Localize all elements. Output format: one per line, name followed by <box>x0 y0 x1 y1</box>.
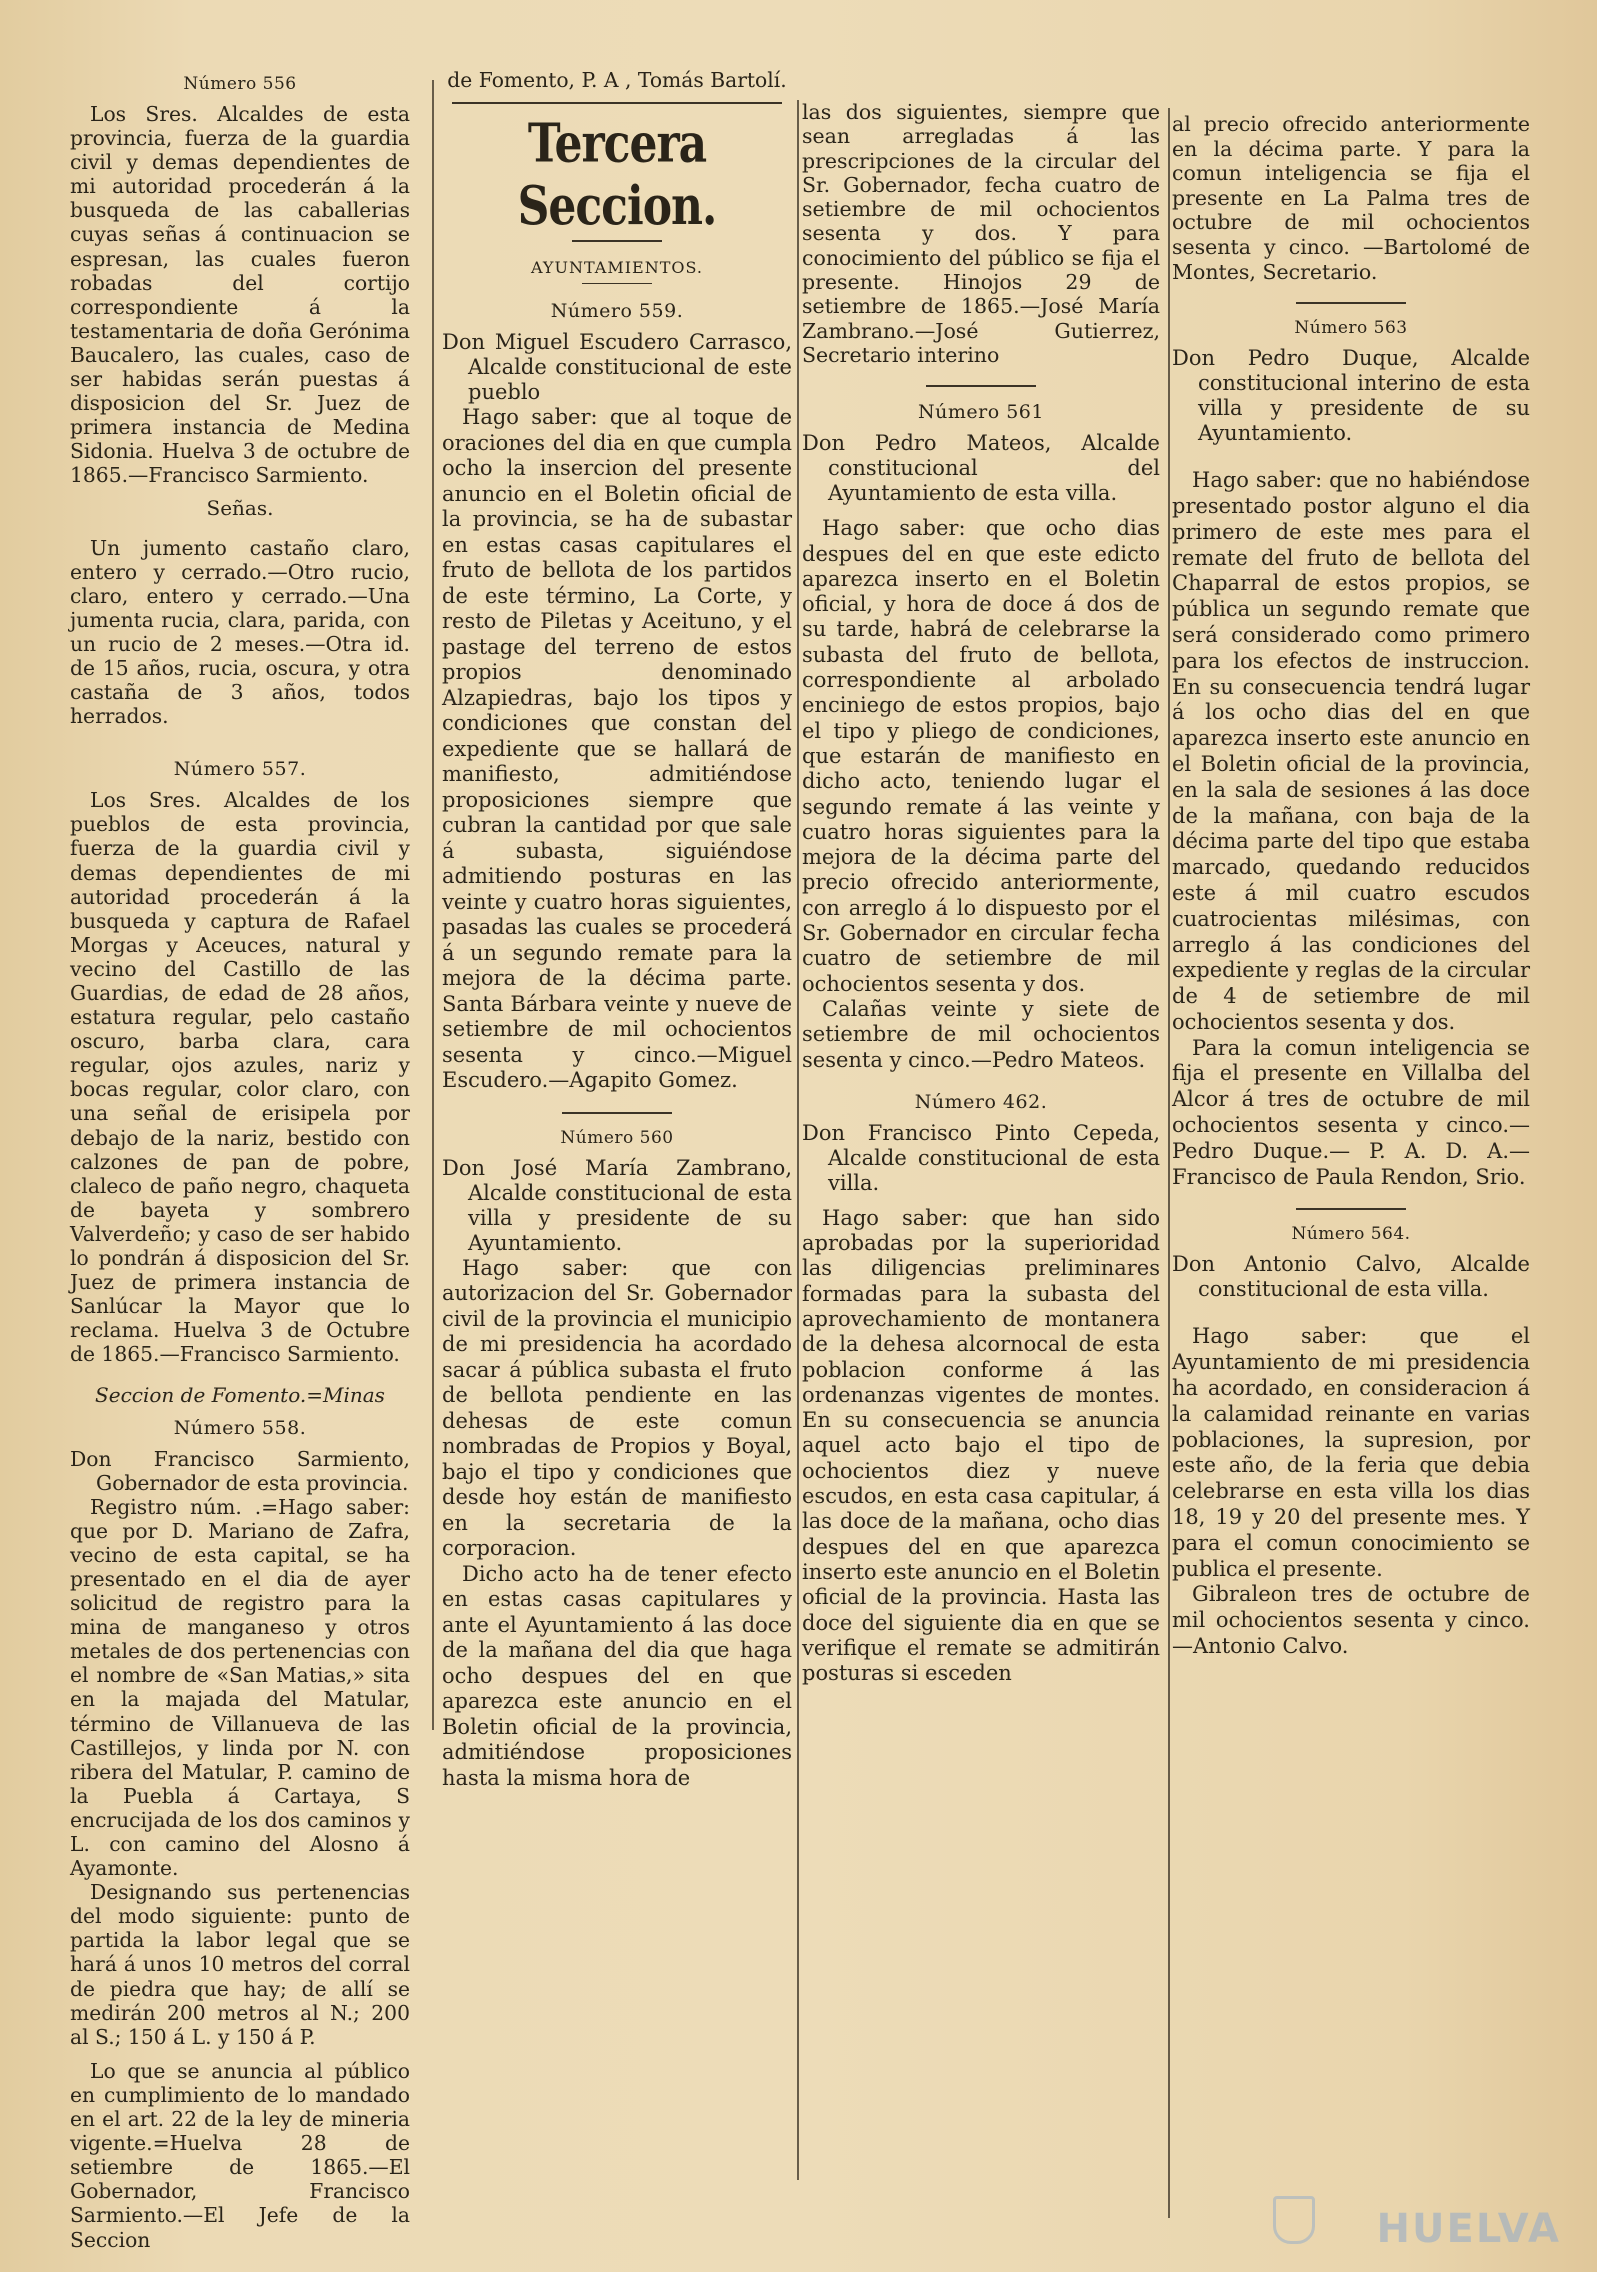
page-number-header: Número 556 <box>183 74 297 94</box>
section-title: Tercera Seccion. <box>517 112 717 238</box>
notice-561-heading: Don Pedro Mateos, Alcalde constitucional del Ayuntamiento de esta villa. <box>802 431 1160 506</box>
column-1 <box>70 68 410 2252</box>
continuation-text: de Fomento, P. A , Tomás Bartolí. <box>447 68 787 92</box>
column-4 <box>1172 112 1530 1660</box>
notice-divider <box>926 385 1036 387</box>
continuation-text: las dos siguientes, siempre que sean arregladas á las prescripciones de la circular del Sr. Gobernador, fecha cuatro de setiembre de mil ochocientos sesenta y dos. Y para conocimiento del público se fija el presente. Hinojos 29 de setiembre de 1865.—José María Zambrano.—José Gutierrez, Secretario interino <box>802 100 1160 367</box>
notice-560-number: Número 560 <box>560 1127 674 1148</box>
notice-559-text: Hago saber: que al toque de oraciones del dia en que cumpla ocho la insercion del presente anuncio en el Boletin oficial de la provincia, se ha de subastar en estas casas capitulares el fruto de bellota de los partidos de este término, La Corte, y resto de Piletas y Aceituno, y el pastage del terreno de estos propios denominado Alzapiedras, bajo los tipos y condiciones que constan del expediente que se hallará de manifiesto, admitiéndose proposiciones siempre que cubran la cantidad por que sale á subasta, siguiéndose admitiendo posturas en las veinte y cuatro horas siguientes, pasadas las cuales se procederá á un segundo remate para la mejora de la décima parte. Santa Bárbara veinte y nueve de setiembre de mil ochocientos sesenta y cinco.—Miguel Escudero.—Agapito Gomez. <box>442 405 792 1093</box>
short-divider <box>582 283 652 284</box>
notice-563-heading: Don Pedro Duque, Alcalde constitucional interino de esta villa y presidente de su Ayuntamiento. <box>1172 346 1530 446</box>
notice-557-number: Número 557. <box>173 758 307 781</box>
notice-divider <box>1296 302 1406 304</box>
notice-560-text-2: Dicho acto ha de tener efecto en estas casas capitulares y ante el Ayuntamiento á las doce de la mañana del dia que haga ocho despues del en que aparezca este anuncio en el Boletin oficial de la provincia, admitiéndose proposiciones hasta la misma hora de <box>442 1561 792 1790</box>
notice-564-heading: Don Antonio Calvo, Alcalde constitucional de esta villa. <box>1172 1252 1530 1302</box>
notice-556-details: Un jumento castaño claro, entero y cerrado.—Otro rucio, claro, entero y cerrado.—Una jumenta rucia, clara, parida, con un rucio de 2 meses.—Otra id. de 15 años, rucia, oscura, y otra castaña de 3 años, todos herrados. <box>70 535 410 729</box>
archive-watermark: HUELVA <box>1376 2206 1561 2252</box>
notice-564-text: Hago saber: que el Ayuntamiento de mi presidencia ha acordado, en consideracion á la calamidad reinante en varias poblaciones, la supresion, por este año, de la feria que debia celebrarse en esta villa los dias 18, 19 y 20 del presente mes. Y para el comun conocimiento se publica el presente. <box>1172 1324 1530 1581</box>
column-rule <box>432 80 434 1730</box>
notice-558-text: Registro núm. .=Hago saber: que por D. Mariano de Zafra, vecino de esta capital, se ha presentado en el dia de ayer solicitud de registro para la mina de manganeso y otros metales de dos pertenencias con el nombre de «San Matias,» sita en la majada del Matular, término de Villanueva de las Castillejos, y linda por N. con ribera del Matular, P. camino de la Puebla á Cartaya, S encrucijada de los dos caminos y L. con camino del Alosno á Ayamonte. <box>70 1494 410 1881</box>
notice-559-number: Número 559. <box>550 300 684 323</box>
archive-seal-icon <box>1273 2196 1315 2244</box>
notice-563-number: Número 563 <box>1294 318 1408 339</box>
title-divider <box>572 240 662 242</box>
notice-564-text-2: Gibraleon tres de octubre de mil ochocientos sesenta y cinco.—Antonio Calvo. <box>1172 1582 1530 1659</box>
notice-559-heading: Don Miguel Escudero Carrasco, Alcalde constitucional de este pueblo <box>442 330 792 405</box>
notice-558-text-3: Lo que se anuncia al público en cumplimiento de lo mandado en el art. 22 de la ley de mineria vigente.=Huelva 28 de setiembre de 1865.—El Gobernador, Francisco Sarmiento.—El Jefe de la Seccion <box>70 2058 410 2252</box>
notice-561-text-2: Calañas veinte y siete de setiembre de mil ochocientos sesenta y cinco.—Pedro Mateos. <box>802 996 1160 1072</box>
column-2 <box>442 68 792 1791</box>
column-rule <box>1168 108 1170 2218</box>
section-divider <box>452 102 782 104</box>
ayuntamientos-heading: AYUNTAMIENTOS. <box>531 258 703 278</box>
notice-563-text-2: Para la comun inteligencia se fija el presente en Villalba del Alcor á tres de octubre de mil ochocientos sesenta y cinco.—Pedro Duque.— P. A. D. A.—Francisco de Paula Rendon, Srio. <box>1172 1035 1530 1189</box>
senas-heading: Señas. <box>206 495 274 520</box>
notice-561-text: Hago saber: que ocho dias despues del en que este edicto aparezca inserto en el Boletin oficial, y hora de doce á dos de su tarde, habrá de celebrarse la subasta del fruto de bellota, correspondiente al arbolado enciniego de estos propios, bajo el tipo y pliego de condiciones, que estarán de manifiesto en dicho acto, teniendo lugar el segundo remate á las veinte y cuatro horas siguientes para la mejora de la décima parte del precio ofrecido anteriormente, con arreglo á lo dispuesto por el Sr. Gobernador en circular fecha cuatro de setiembre de mil ochocientos sesenta y dos. <box>802 516 1160 996</box>
notice-560-heading: Don José María Zambrano, Alcalde constitucional de esta villa y presidente de su Ayuntamiento. <box>442 1155 792 1255</box>
notice-558-number: Número 558. <box>173 1416 307 1439</box>
column-rule <box>797 100 799 2180</box>
notice-564-number: Número 564. <box>1291 1224 1411 1245</box>
notice-divider <box>562 1112 672 1114</box>
notice-557-text: Los Sres. Alcaldes de los pueblos de esta provincia, fuerza de la guardia civil y demas dependientes de mi autoridad procederán á la busqueda y captura de Rafael Morgas y Aceuces, natural y vecino del Castillo de las Guardias, de edad de 28 años, estatura regular, pelo castaño oscuro, barba clara, cara regular, ojos azules, nariz y bocas regular, color claro, con una señal de erisipela por debajo de la nariz, bestido con calzones de pan de pobre, claleco de paño negro, chaqueta de bayeta y sombrero Valverdeño; y caso de ser habido lo pondrán á disposicion del Sr. Juez de primera instancia de Sanlúcar la Mayor que lo reclama. Huelva 3 de Octubre de 1865.—Francisco Sarmiento. <box>70 788 410 1367</box>
notice-462-text: Hago saber: que han sido aprobadas por la superioridad las diligencias preliminares formadas para la subasta del aprovechamiento de montanera de la dehesa alcornocal de esta poblacion conforme á las ordenanzas vigentes de montes. En su consecuencia se anuncia aquel acto bajo el tipo de ochocientos diez y nueve escudos, en esta casa capitular, á las doce de la mañana, ocho dias despues del en que aparezca inserto este anuncio en el Boletin oficial de la provincia. Hasta las doce del siguiente dia en que se verifique el remate se admitirán posturas si esceden <box>802 1205 1160 1686</box>
column-3 <box>802 100 1160 1686</box>
notice-462-number: Número 462. <box>914 1090 1048 1113</box>
notice-560-text: Hago saber: que con autorizacion del Sr. Gobernador civil de la provincia el municipio de mi presidencia ha acordado sacar á pública subasta el fruto de bellota pendiente en las dehesas de este comun nombradas de Propios y Boyal, bajo el tipo y condiciones que desde hoy están de manifiesto en la secretaria de la corporacion. <box>442 1255 792 1561</box>
notice-558-heading: Don Francisco Sarmiento, Gobernador de esta provincia. <box>70 1446 410 1495</box>
section-fomento-minas: Seccion de Fomento.=Minas <box>95 1382 385 1407</box>
notice-556-text: Los Sres. Alcaldes de esta provincia, fuerza de la guardia civil y demas dependientes de mi autoridad procederán á la busqueda de las caballerias cuyas señas á continuacion se espresan, las cuales fueron robadas del cortijo correspondiente á la testamentaria de doña Gerónima Baucalero, las cuales, caso de ser habidas serán puestas á disposicion del Sr. Juez de primera instancia de Medina Sidonia. Huelva 3 de octubre de 1865.—Francisco Sarmiento. <box>70 102 410 488</box>
notice-558-text-2: Designando sus pertenencias del modo siguiente: punto de partida la labor legal que se hará á unos 10 metros del corral de piedra que hay; de allí se medirán 200 metros al N.; 200 al S.; 150 á L. y 150 á P. <box>70 1880 410 2049</box>
notice-462-heading: Don Francisco Pinto Cepeda, Alcalde constitucional de esta villa. <box>802 1120 1160 1195</box>
continuation-text: al precio ofrecido anteriormente en la décima parte. Y para la comun inteligencia se fija el presente en La Palma tres de octubre de mil ochocientos sesenta y cinco. —Bartolomé de Montes, Secretario. <box>1172 112 1530 284</box>
notice-563-text: Hago saber: que no habiéndose presentado postor alguno el dia primero de este mes para el remate del fruto de bellota del Chaparral de estos propios, se pública un segundo remate que será considerado como primero para los efectos de instruccion. En su consecuencia tendrá lugar á los ocho dias del en que aparezca inserto este anuncio en el Boletin oficial de la provincia, en la sala de sesiones á las doce de la mañana, con baja de la décima parte del tipo que estaba marcado, quedando reducidos este á mil cuatro escudos cuatrocientas milésimas, con arreglo á las condiciones del expediente y reglas de la circular de 4 de setiembre de mil ochocientos sesenta y dos. <box>1172 468 1530 1034</box>
notice-divider <box>1296 1208 1406 1210</box>
notice-561-number: Número 561 <box>918 401 1044 424</box>
